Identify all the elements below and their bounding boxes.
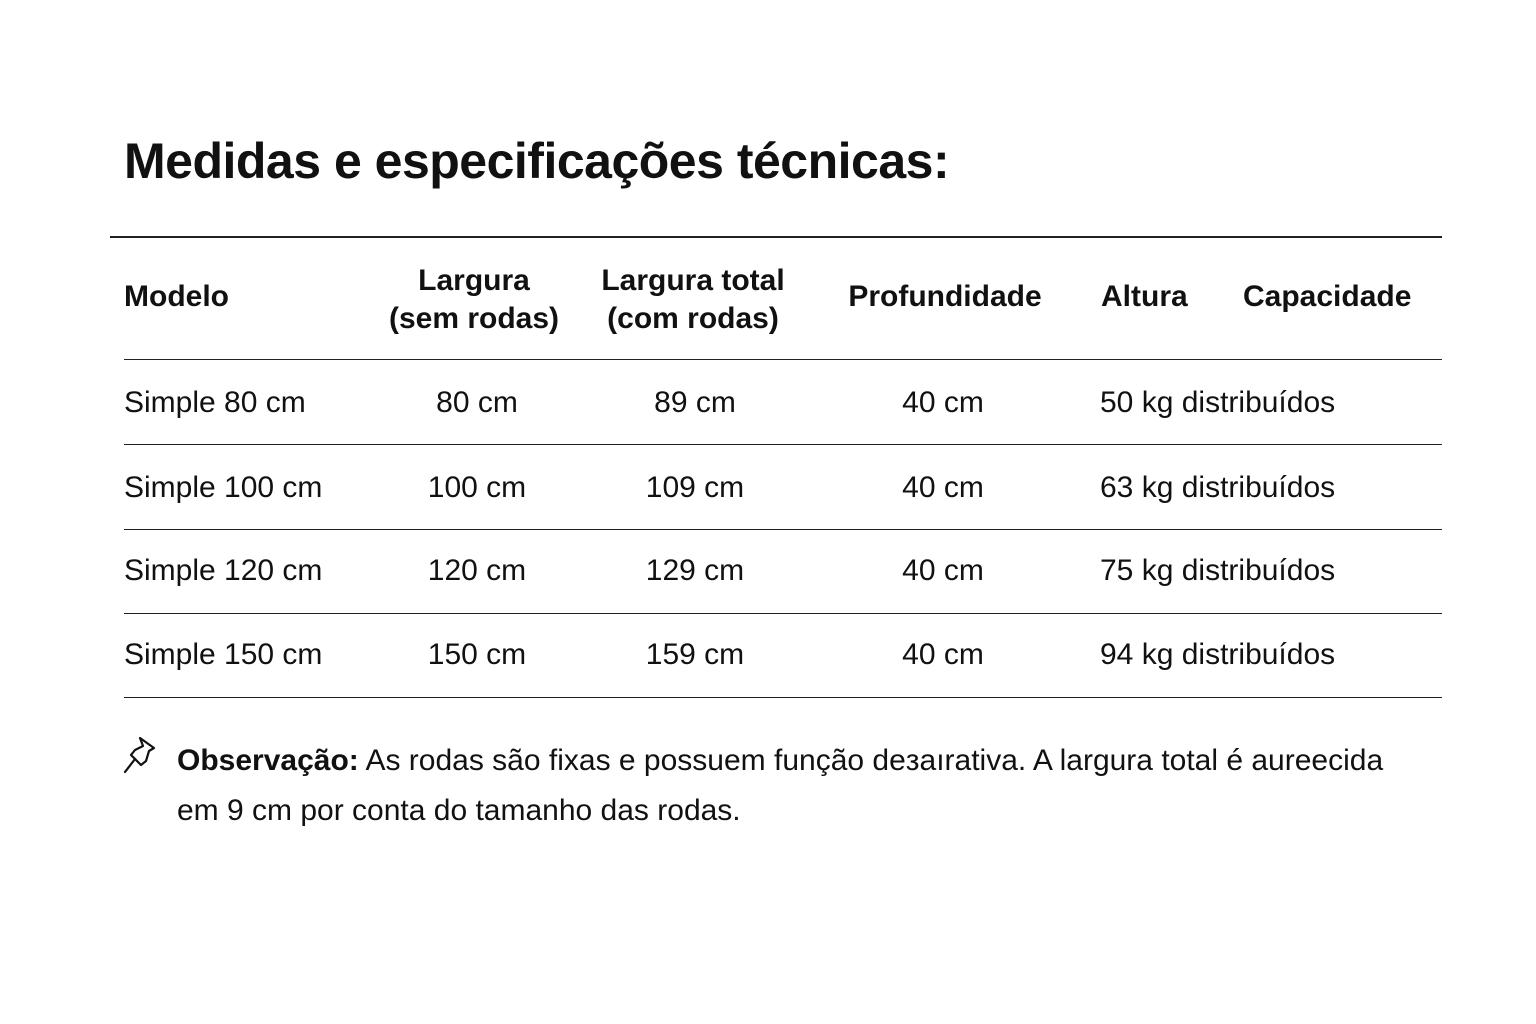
- page-title: Medidas e especificações técnicas:: [124, 133, 950, 189]
- cell-total-width: 159 cm: [645, 638, 745, 671]
- header-model: Modelo: [124, 280, 229, 313]
- cell-depth: 40 cm: [902, 386, 984, 419]
- header-capacity: Capacidade: [1243, 280, 1412, 313]
- note-label: Observação:: [177, 744, 359, 777]
- cell-model: Simple 120 cm: [124, 554, 323, 587]
- row-rule: [124, 613, 1442, 614]
- cell-width: 80 cm: [436, 386, 518, 419]
- cell-width: 150 cm: [427, 638, 527, 671]
- cell-depth: 40 cm: [902, 554, 984, 587]
- cell-total-width: 89 cm: [654, 386, 736, 419]
- cell-model: Simple 80 cm: [124, 386, 306, 419]
- header-total-width: [583, 262, 803, 338]
- row-rule: [124, 529, 1442, 530]
- header-height: Altura: [1101, 280, 1188, 313]
- header-depth: Profundidade: [848, 280, 1042, 313]
- cell-capacity: 94 kg distribuídos: [1100, 638, 1336, 671]
- cell-capacity: 50 kg distribuídos: [1100, 386, 1336, 419]
- pushpin-icon: [122, 734, 162, 776]
- table-bottom-rule: [124, 697, 1442, 698]
- header-bottom-rule: [124, 359, 1442, 360]
- cell-width: 120 cm: [427, 554, 527, 587]
- note-text: As rodas são fixas e possuem função deзaırativa. A largura total é aureecida em 9 cm por conta do tamanho das rodas.: [177, 744, 1384, 827]
- table-top-rule: [110, 236, 1442, 238]
- header-width-line2: (sem rodas): [388, 302, 560, 335]
- cell-model: Simple 150 cm: [124, 638, 323, 671]
- cell-width: 100 cm: [427, 471, 527, 504]
- cell-model: Simple 100 cm: [124, 471, 323, 504]
- cell-total-width: 109 cm: [645, 471, 745, 504]
- header-total-width-line2: (com rodas): [607, 302, 779, 335]
- cell-depth: 40 cm: [902, 638, 984, 671]
- header-width: [374, 262, 574, 338]
- row-rule: [124, 444, 1442, 445]
- cell-total-width: 129 cm: [645, 554, 745, 587]
- header-total-width-line1: Largura total: [601, 264, 785, 297]
- header-width-line1: Largura: [418, 264, 530, 297]
- note: [177, 736, 1397, 836]
- cell-depth: 40 cm: [902, 471, 984, 504]
- cell-capacity: 63 kg distribuídos: [1100, 471, 1336, 504]
- cell-capacity: 75 kg distribuídos: [1100, 554, 1336, 587]
